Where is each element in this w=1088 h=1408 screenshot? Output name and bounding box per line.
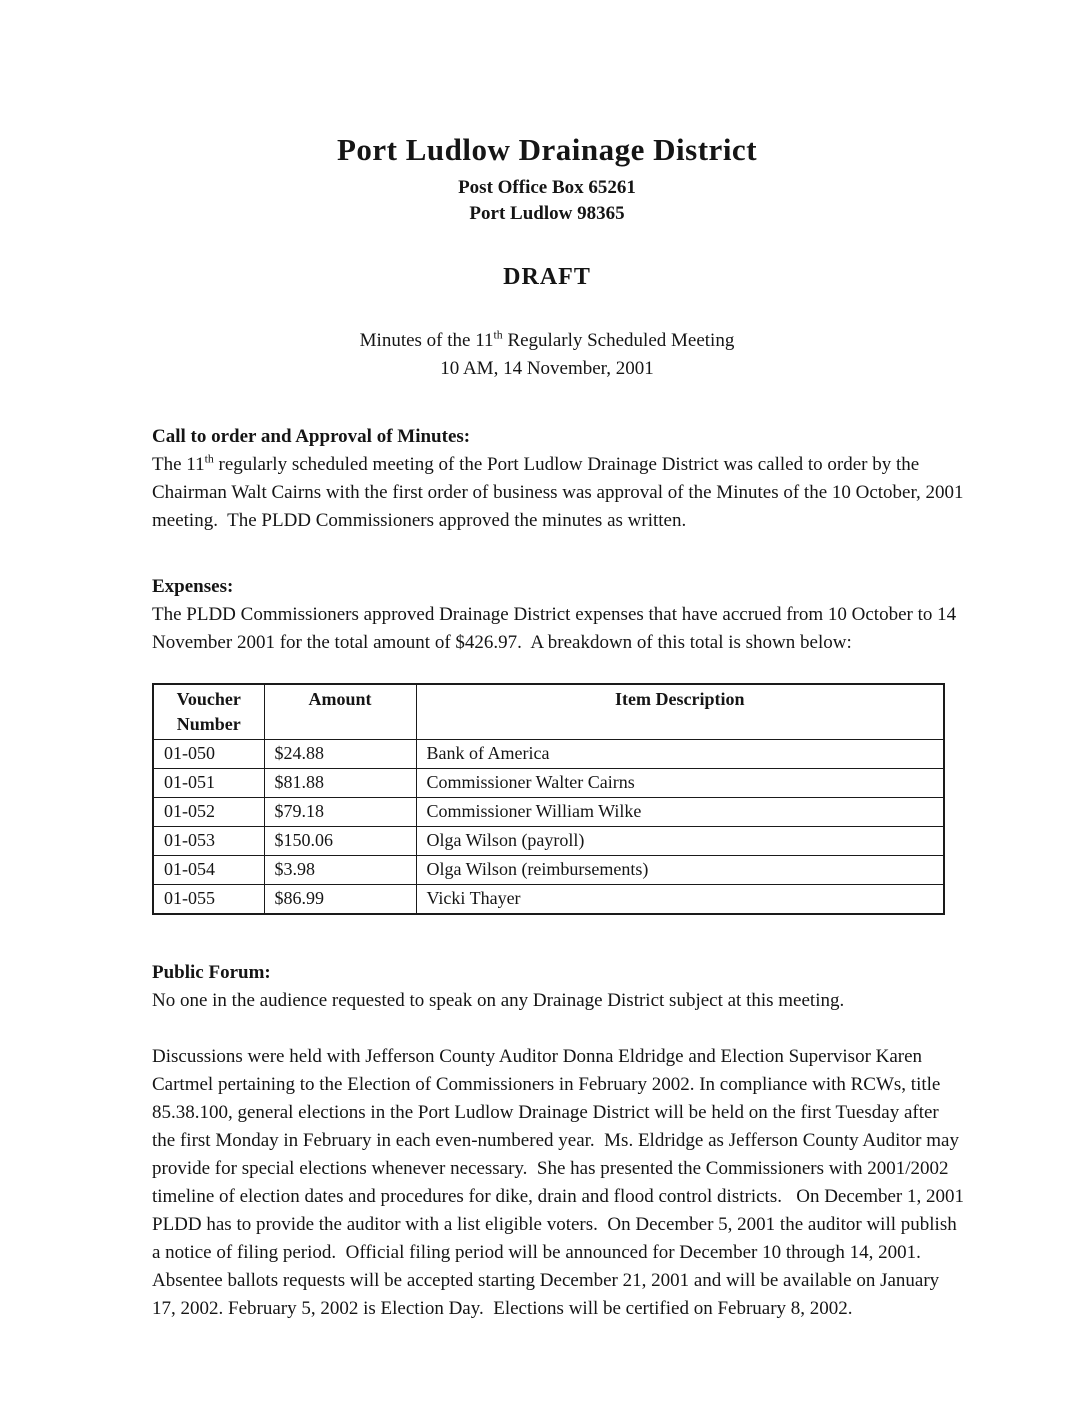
address-line-2: Port Ludlow 98365 <box>469 203 625 224</box>
cell-amount: $24.88 <box>264 740 416 769</box>
section-public-forum <box>152 959 969 1323</box>
meeting-title <box>152 327 942 355</box>
cell-amount: $79.18 <box>264 798 416 827</box>
cell-description: Vicki Thayer <box>416 885 944 915</box>
meeting-title-prefix: Minutes of the 11 <box>359 330 494 351</box>
call-to-order-suffix: regularly scheduled meeting of the Port Ludlow Drainage District was called to order by the Chairman Walt Cairns with the first order of business was approval of the Minutes of the 10 October, 2001 meeting. The PLDD Commissioners approved the minutes as written. <box>152 454 969 531</box>
cell-voucher: 01-055 <box>153 885 264 915</box>
table-row <box>153 885 944 915</box>
expenses-paragraph: The PLDD Commissioners approved Drainage District expenses that have accrued from 10 October to 14 November 2001 for the total amount of $426.97. A breakdown of this total is shown below: <box>152 604 961 653</box>
expenses-table <box>152 683 945 915</box>
call-to-order-prefix: The 11 <box>152 454 205 475</box>
public-forum-paragraph: No one in the audience requested to speak on any Drainage District subject at this meeting. <box>152 990 845 1011</box>
discussions-paragraph: Discussions were held with Jefferson County Auditor Donna Eldridge and Election Supervisor Karen Cartmel pertaining to the Election of Commissioners in February 2002. In compliance with RCWs, title 85.38.100, general elections in the Port Ludlow Drainage District will be held on the first Tuesday after the first Monday in February in each even-numbered year. Ms. Eldridge as Jefferson County Auditor may provide for special elections whenever necessary. She has presented the Commissioners with 2001/2002 timeline of election dates and procedures for dike, drain and flood control districts. On December 1, 2001 PLDD has to provide the auditor with a list eligible voters. On December 5, 2001 the auditor will publish a notice of filing period. Official filing period will be announced for December 10 through 14, 2001. Absentee ballots requests will be accepted starting December 21, 2001 and will be available on January 17, 2002. February 5, 2002 is Election Day. Elections will be certified on February 8, 2002. <box>152 1046 969 1319</box>
meeting-title-suffix: Regularly Scheduled Meeting <box>502 330 735 351</box>
header-cell-amount: Amount <box>264 684 416 740</box>
table-row <box>153 856 944 885</box>
cell-voucher: 01-052 <box>153 798 264 827</box>
table-row <box>153 798 944 827</box>
header-cell-voucher-number: Voucher Number <box>153 684 264 740</box>
table-row <box>153 827 944 856</box>
page-title: Port Ludlow Drainage District <box>336 132 758 167</box>
meeting-title-ordinal: th <box>493 328 503 342</box>
draft-label: DRAFT <box>503 264 591 290</box>
cell-description: Bank of America <box>416 740 944 769</box>
cell-voucher: 01-054 <box>153 856 264 885</box>
call-to-order-heading: Call to order and Approval of Minutes: <box>152 426 471 447</box>
section-expenses <box>152 573 964 915</box>
cell-amount: $86.99 <box>264 885 416 915</box>
header-cell-item-description: Item Description <box>416 684 944 740</box>
address-line-1: Post Office Box 65261 <box>458 177 636 198</box>
cell-voucher: 01-050 <box>153 740 264 769</box>
table-header-row <box>153 684 944 740</box>
cell-amount: $81.88 <box>264 769 416 798</box>
table-row <box>153 740 944 769</box>
call-to-order-paragraph <box>152 451 969 535</box>
cell-description: Olga Wilson (reimbursements) <box>416 856 944 885</box>
table-row <box>153 769 944 798</box>
cell-description: Olga Wilson (payroll) <box>416 827 944 856</box>
cell-description: Commissioner William Wilke <box>416 798 944 827</box>
doc-header <box>152 132 942 383</box>
expenses-heading: Expenses: <box>152 576 234 597</box>
document-content <box>152 132 969 1323</box>
public-forum-heading: Public Forum: <box>152 962 271 983</box>
call-to-order-ordinal: th <box>204 452 214 466</box>
cell-amount: $150.06 <box>264 827 416 856</box>
meeting-datetime: 10 AM, 14 November, 2001 <box>440 358 654 379</box>
cell-description: Commissioner Walter Cairns <box>416 769 944 798</box>
section-call-to-order <box>152 423 969 535</box>
cell-amount: $3.98 <box>264 856 416 885</box>
cell-voucher: 01-053 <box>153 827 264 856</box>
cell-voucher: 01-051 <box>153 769 264 798</box>
